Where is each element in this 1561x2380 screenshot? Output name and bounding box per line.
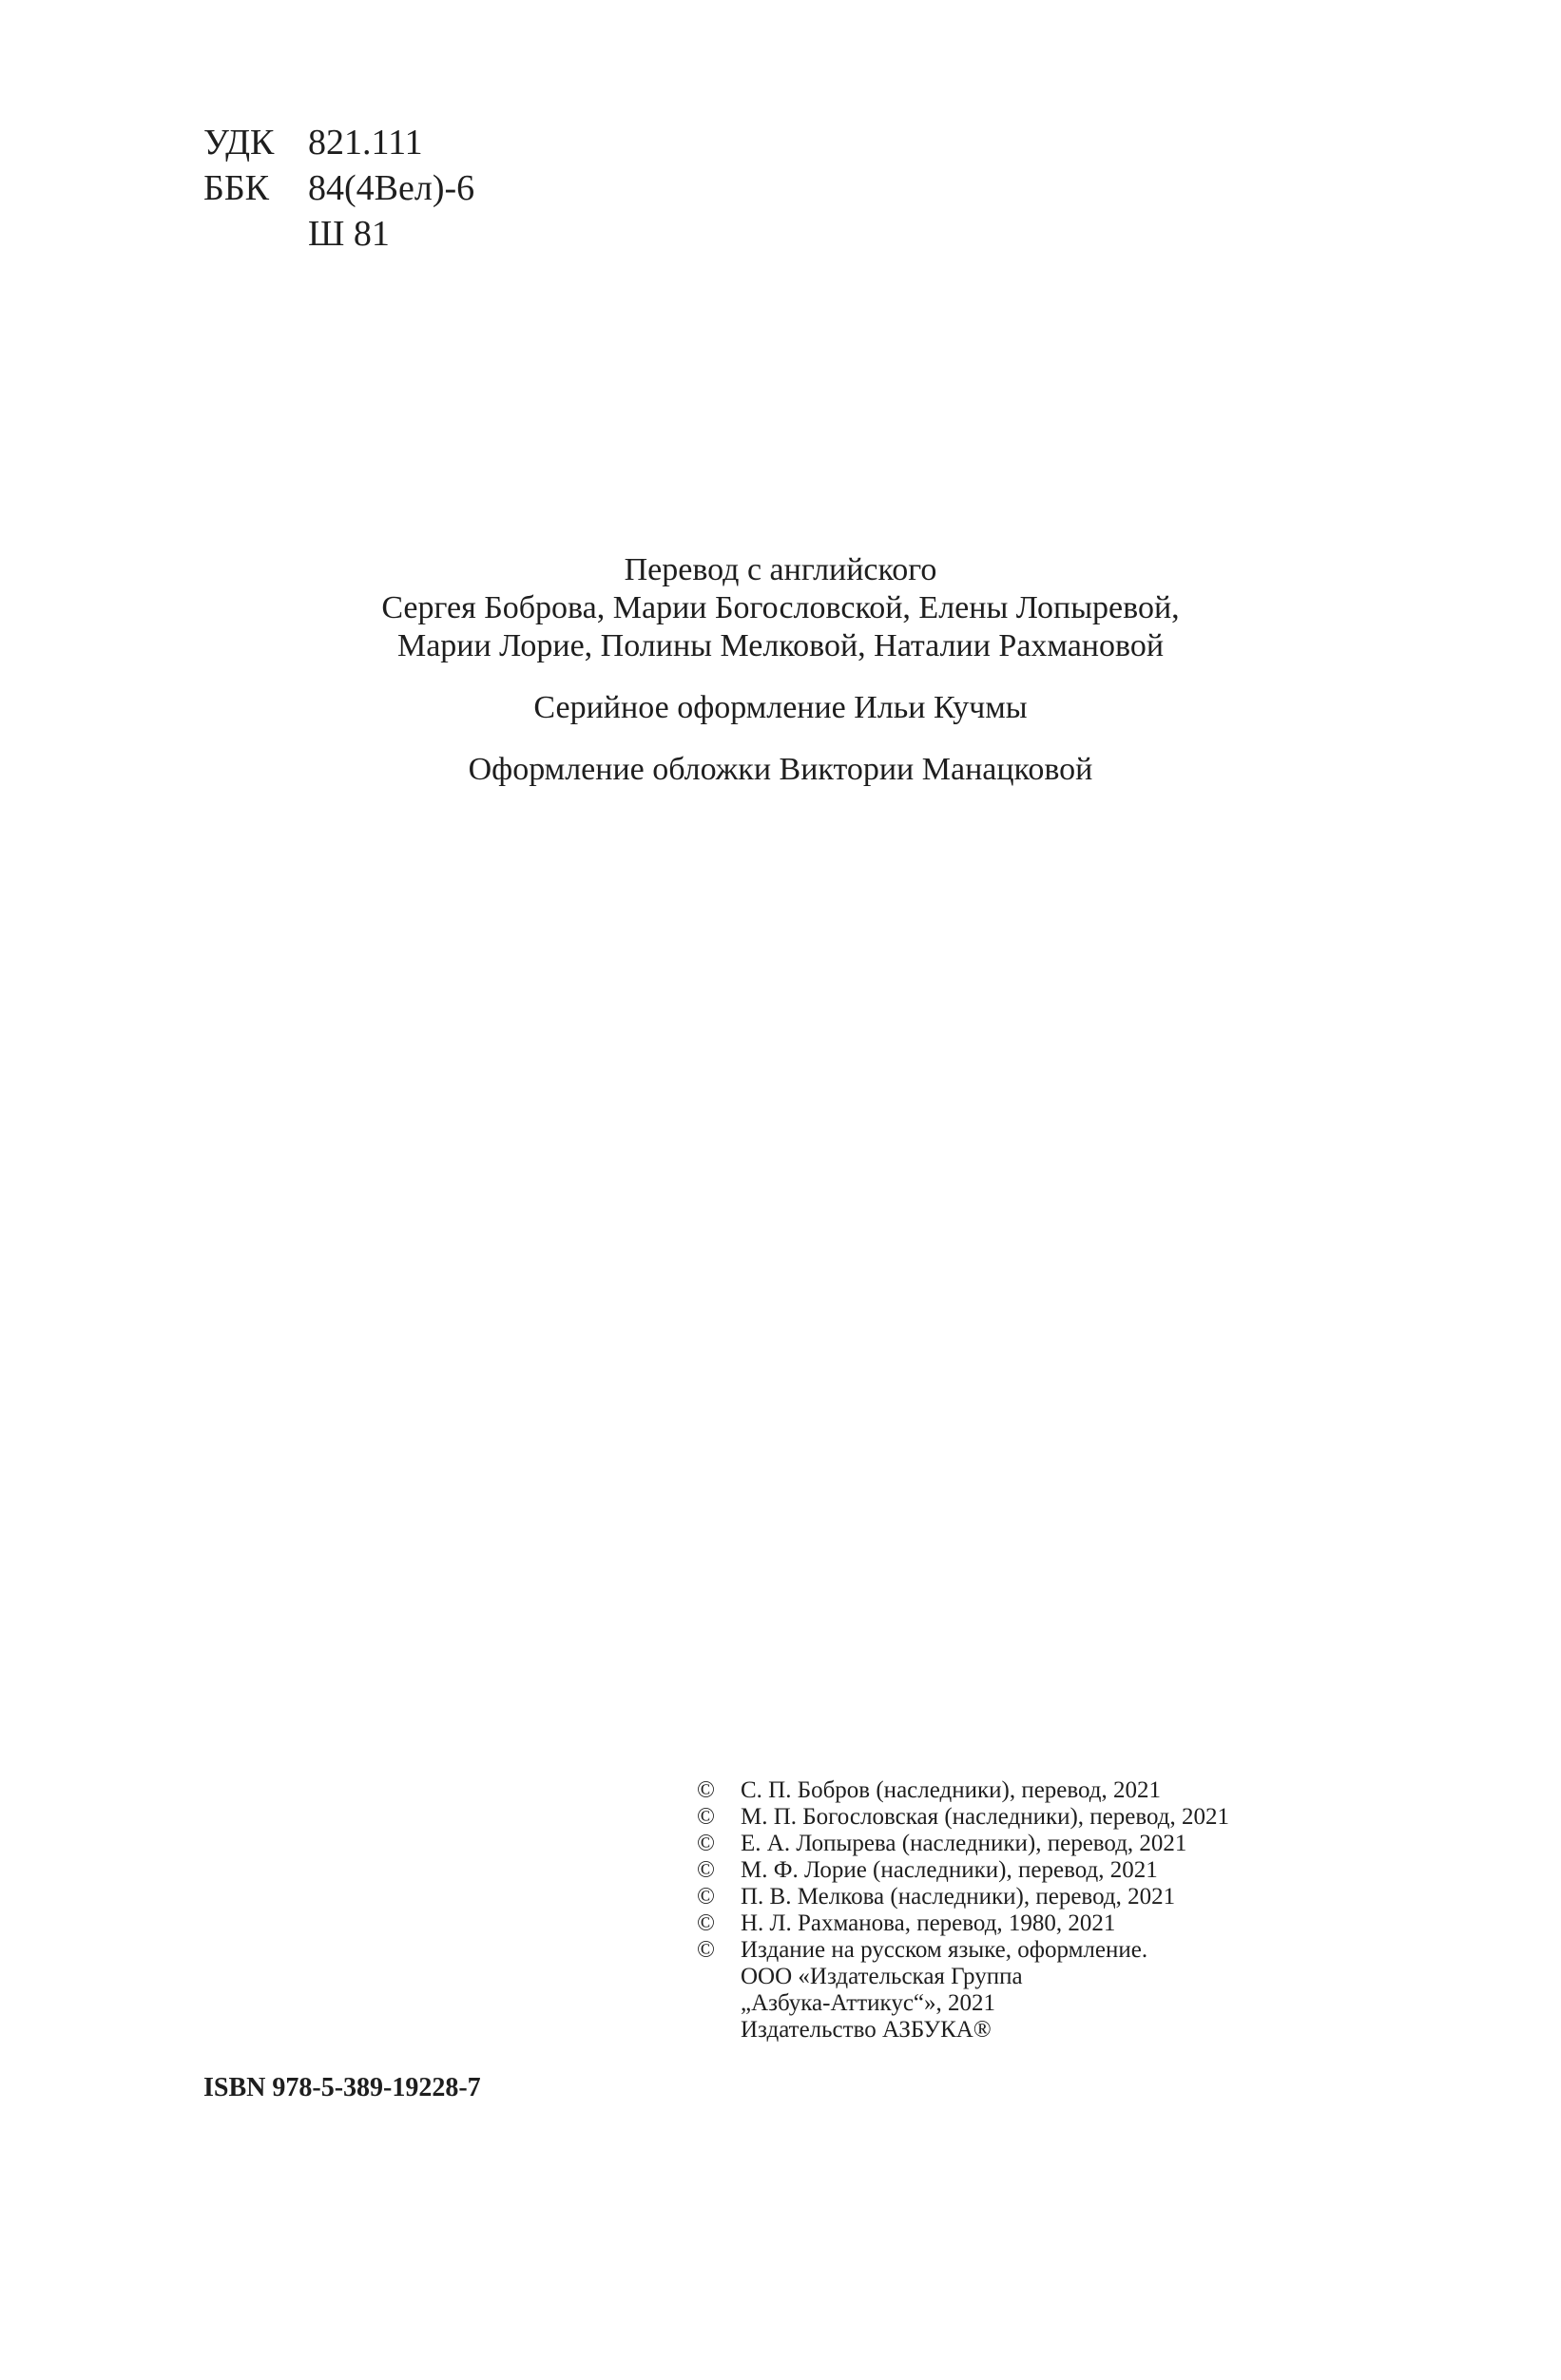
cover-design-credit: Оформление обложки Виктории Манацковой [468,752,1093,787]
udk-row [203,120,474,165]
udk-label: УДК [203,123,275,163]
copyright-item [697,1804,1229,1831]
translation-intro: Перевод с английского [624,552,937,587]
bbk-value: 84(4Вел)-6 [308,168,475,208]
author-mark-row [203,211,474,257]
publisher-line-3: Издательство АЗБУКА® [741,2017,992,2043]
copyright-text: М. Ф. Лорие (наследники), перевод, 2021 [741,1857,1158,1883]
bbk-row [203,165,474,211]
classification-block [203,120,474,257]
copyright-icon: © [697,1857,715,1883]
copyright-icon: © [697,1937,715,1963]
udk-value: 821.111 [308,123,423,163]
copyright-icon: © [697,1777,715,1803]
publisher-line-1: ООО «Издательская Группа [741,1964,1023,1989]
copyright-text: Н. Л. Рахманова, перевод, 1980, 2021 [741,1910,1116,1936]
copyright-text: Издание на русском языке, оформление. [741,1937,1148,1963]
copyright-item [697,1831,1229,1857]
copyright-item [697,1857,1229,1884]
copyright-block [697,1777,1229,2044]
series-design-credit: Серийное оформление Ильи Кучмы [533,690,1028,725]
copyright-item [697,1910,1229,1937]
copyright-icon: © [697,1884,715,1910]
publisher-line-2: „Азбука-Аттикус“», 2021 [741,1990,996,2016]
copyright-item [697,1884,1229,1910]
copyright-text: С. П. Бобров (наследники), перевод, 2021 [741,1777,1162,1803]
copyright-icon: © [697,1910,715,1936]
copyright-text: М. П. Богословская (наследники), перевод, 2021 [741,1804,1230,1830]
bbk-label: ББК [203,168,269,208]
translators-line-1: Сергея Боброва, Марии Богословской, Елены Лопыревой, [381,590,1180,625]
translators-line-2: Марии Лорие, Полины Мелковой, Наталии Рахмановой [396,628,1165,663]
isbn: ISBN 978-5-389-19228-7 [203,2073,481,2102]
copyright-icon: © [697,1831,715,1856]
copyright-item [697,1937,1229,1964]
author-mark: Ш 81 [308,214,390,254]
credits-block [0,551,1561,789]
copyright-text: Е. А. Лопырева (наследники), перевод, 2021 [741,1831,1187,1856]
copyright-item [697,1777,1229,1804]
copyright-icon: © [697,1804,715,1830]
copyright-text: П. В. Мелкова (наследники), перевод, 2021 [741,1884,1176,1910]
